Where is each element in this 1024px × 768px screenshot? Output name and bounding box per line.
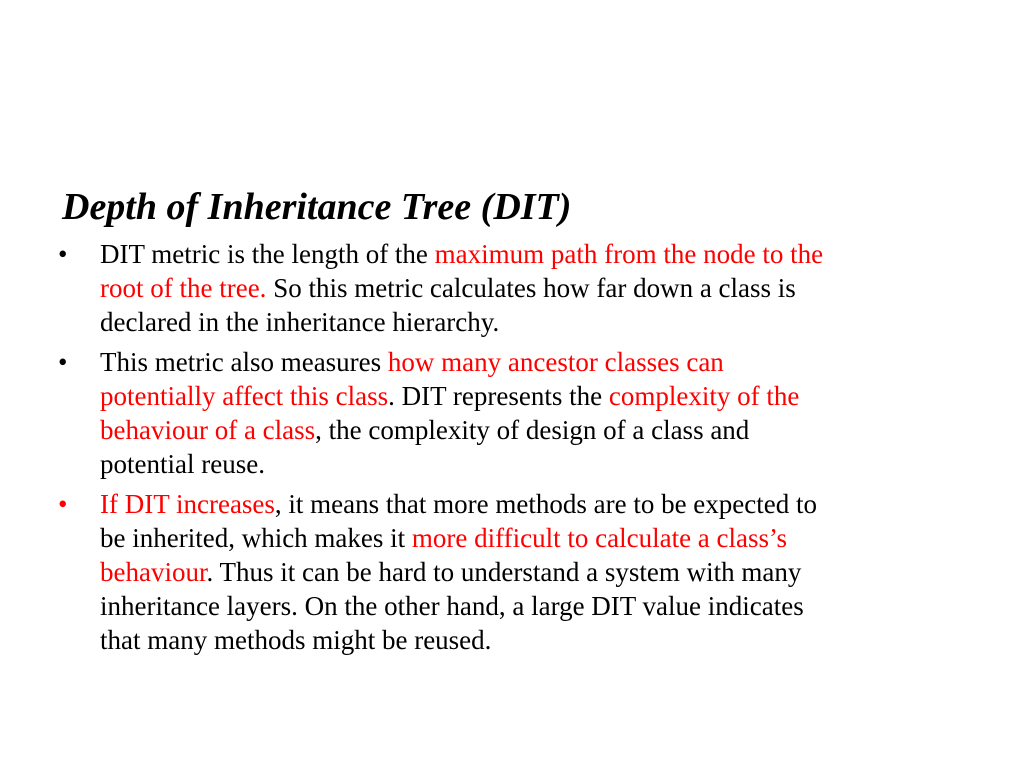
bullet-item [58, 487, 958, 657]
bullet-marker: • [58, 347, 68, 377]
bullet-line [100, 305, 958, 339]
highlighted-text: root of the tree. [100, 273, 267, 303]
body-text: that many methods might be reused. [100, 625, 492, 655]
body-text: So this metric calculates how far down a class is [266, 273, 796, 303]
body-text: This metric also measures [100, 347, 388, 377]
highlighted-text: behaviour of a class [100, 415, 316, 445]
bullet-line [100, 447, 958, 481]
highlighted-text: potentially affect this class [100, 381, 389, 411]
body-text: DIT metric is the length of the [100, 239, 435, 269]
bullet-line [100, 413, 958, 447]
highlighted-text: If DIT increases [100, 489, 275, 519]
body-text: declared in the inheritance hierarchy. [100, 307, 500, 337]
bullet-list [58, 237, 958, 663]
highlighted-text: complexity of the [608, 381, 800, 411]
bullet-line [100, 555, 958, 589]
bullet-marker: • [58, 489, 68, 519]
bullet-line [100, 623, 958, 657]
body-text: be inherited, which makes it [100, 523, 412, 553]
body-text: inheritance layers. On the other hand, a large DIT value indicates [100, 591, 804, 621]
body-text: potential reuse. [100, 449, 265, 479]
bullet-item [58, 345, 958, 481]
bullet-line [100, 345, 958, 379]
bullet-line [100, 487, 958, 521]
body-text: , the complexity of design of a class and [315, 415, 750, 445]
highlighted-text: behaviour [100, 557, 207, 587]
slide-title: Depth of Inheritance Tree (DIT) [62, 186, 572, 228]
body-text: . Thus it can be hard to understand a system with many [206, 557, 802, 587]
highlighted-text: more difficult to calculate a class’s [411, 523, 788, 553]
bullet-line [100, 521, 958, 555]
highlighted-text: maximum path from the node to the [434, 239, 824, 269]
highlighted-text: how many ancestor classes can [387, 347, 724, 377]
body-text: , it means that more methods are to be expected to [274, 489, 817, 519]
bullet-line [100, 589, 958, 623]
body-text: . DIT represents the [388, 381, 609, 411]
bullet-line [100, 237, 958, 271]
bullet-line [100, 271, 958, 305]
bullet-marker: • [58, 239, 68, 269]
bullet-line [100, 379, 958, 413]
bullet-item [58, 237, 958, 339]
